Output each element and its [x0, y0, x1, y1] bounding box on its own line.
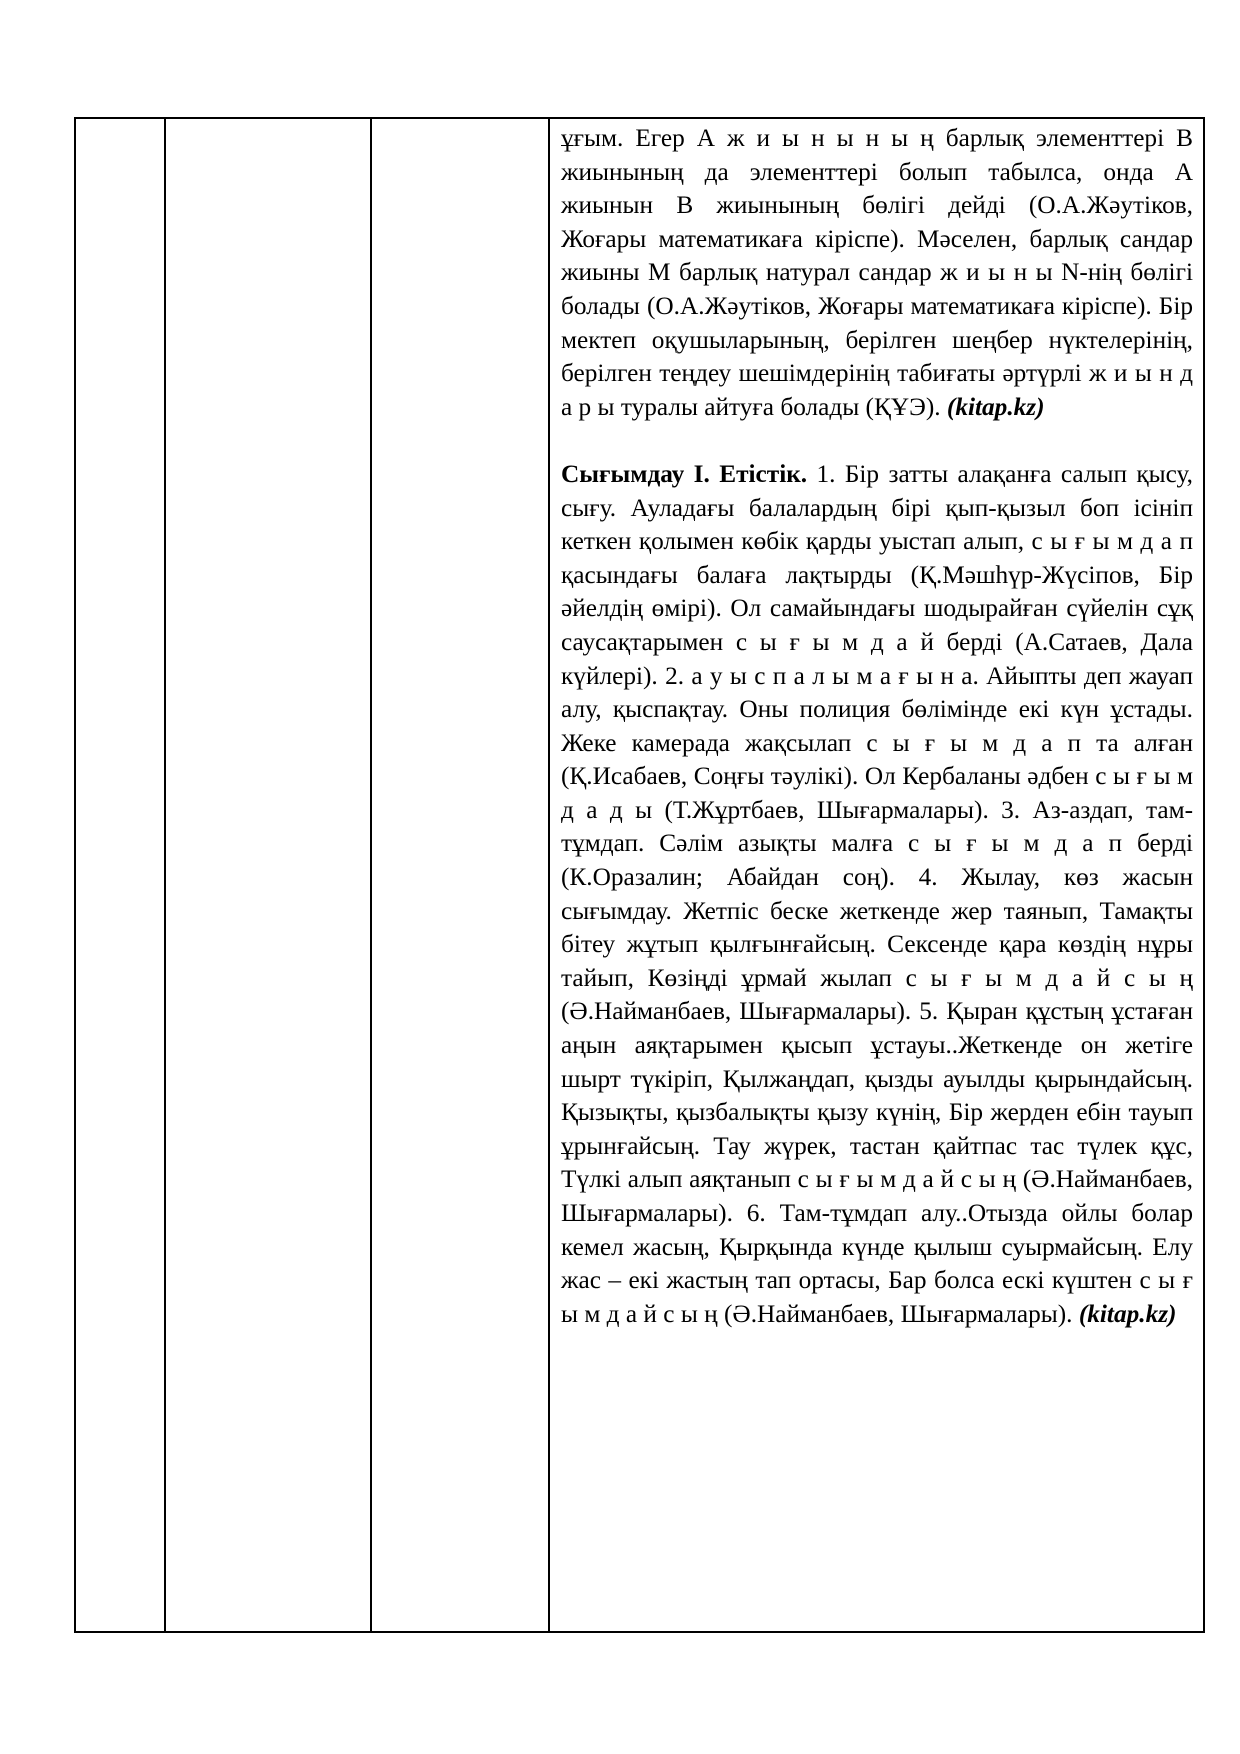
definition-text: ұғым. Егер А ж и ы н ы н ы ң барлық элементтері В жиынының да элементтері болып табылса, онда А жиынын В жиынының бөлігі дейді (О.А.Жәутіков, Жоғары математикаға кіріспе). Мәселен, барлық сандар жиыны М барлық натурал сандар ж и ы н ы N-нің бөлігі болады (О.А.Жәутіков, Жоғары математикаға кіріспе). Бір мектеп оқушыларының, берілген шеңбер нүктелерінің, берілген теңдеу шешімдерінің табиғаты әртүрлі ж и ы н д а р ы туралы айтуға болады (ҚҰЭ).: [561, 124, 1193, 421]
source-citation: (kitap.kz): [946, 392, 1045, 421]
definition-text: 1. Бір затты алақанға салып қысу, сығу. Ауладағы балалардың бірі қып-қызыл боп ісініп кеткен қолымен көбік қарды уыстап алып, с ы ғ ы м д а п қасындағы балаға лақтырды (Қ.Мәшһүр-Жүсіпов, Бір әйелдің өмірі). Ол самайындағы шодырайған сүйелін сұқ саусақтарымен с ы ғ ы м д а й берді (А.Сатаев, Дала күйлері). 2. а у ы с п а л ы м а ғ ы н а. Айыпты деп жауап алу, қыспақтау. Оны полиция бөлімінде екі күн ұстады. Жеке камерада жақсылап с ы ғ ы м д а п та алған (Қ.Исабаев, Соңғы тәулікі). Ол Кербаланы әдбен с ы ғ ы м д а д ы (Т.Жұртбаев, Шығармалары). 3. Аз-аздап, там-тұмдап. Сәлім азықты малға с ы ғ ы м д а п берді (К.Оразалин; Абайдан соң). 4. Жылау, көз жасын сығымдау. Жетпіс беске жеткенде жер таянып, Тамақты бітеу жұтып қылғынғайсың. Сексенде қара көздің нұры тайып, Көзіңді ұрмай жылап с ы ғ ы м д а й с ы ң (Ә.Найманбаев, Шығармалары). 5. Қыран құстың ұстаған аңын аяқтарымен қысып ұстауы..Жеткенде он жетіге шырт түкіріп, Қылжаңдап, қызды ауылды қырындайсың. Қызықты, қызбалықты қызу күнің, Бір жерден ебін тауып ұрынғайсың. Тау жүрек, тастан қайтпас тас түлек құс, Түлкі алып аяқтанып с ы ғ ы м д а й с ы ң (Ә.Найманбаев, Шығармалары). 6. Там-тұмдап алу..Отызда ойлы болар кемел жасың, Қырқында күнде қылыш суырмайсың. Елу жас – екі жастың тап ортасы, Бар болса ескі күштен с ы ғ ы м д а й с ы ң (Ә.Найманбаев, Шығармалары).: [561, 459, 1193, 1328]
paragraph-gap: [561, 424, 1193, 458]
definition-paragraph: [561, 122, 1193, 424]
definition-paragraph: [561, 458, 1193, 1331]
table-cell-term: [165, 118, 371, 1632]
entry-headword: Сығымдау I. Етістік.: [561, 459, 808, 488]
table-cell-number: [75, 118, 165, 1632]
source-citation: (kitap.kz): [1078, 1299, 1177, 1328]
table-row: [75, 118, 1204, 1632]
table-cell-definition: [549, 118, 1204, 1632]
table-cell-category: [371, 118, 549, 1632]
dictionary-table: [74, 117, 1205, 1633]
